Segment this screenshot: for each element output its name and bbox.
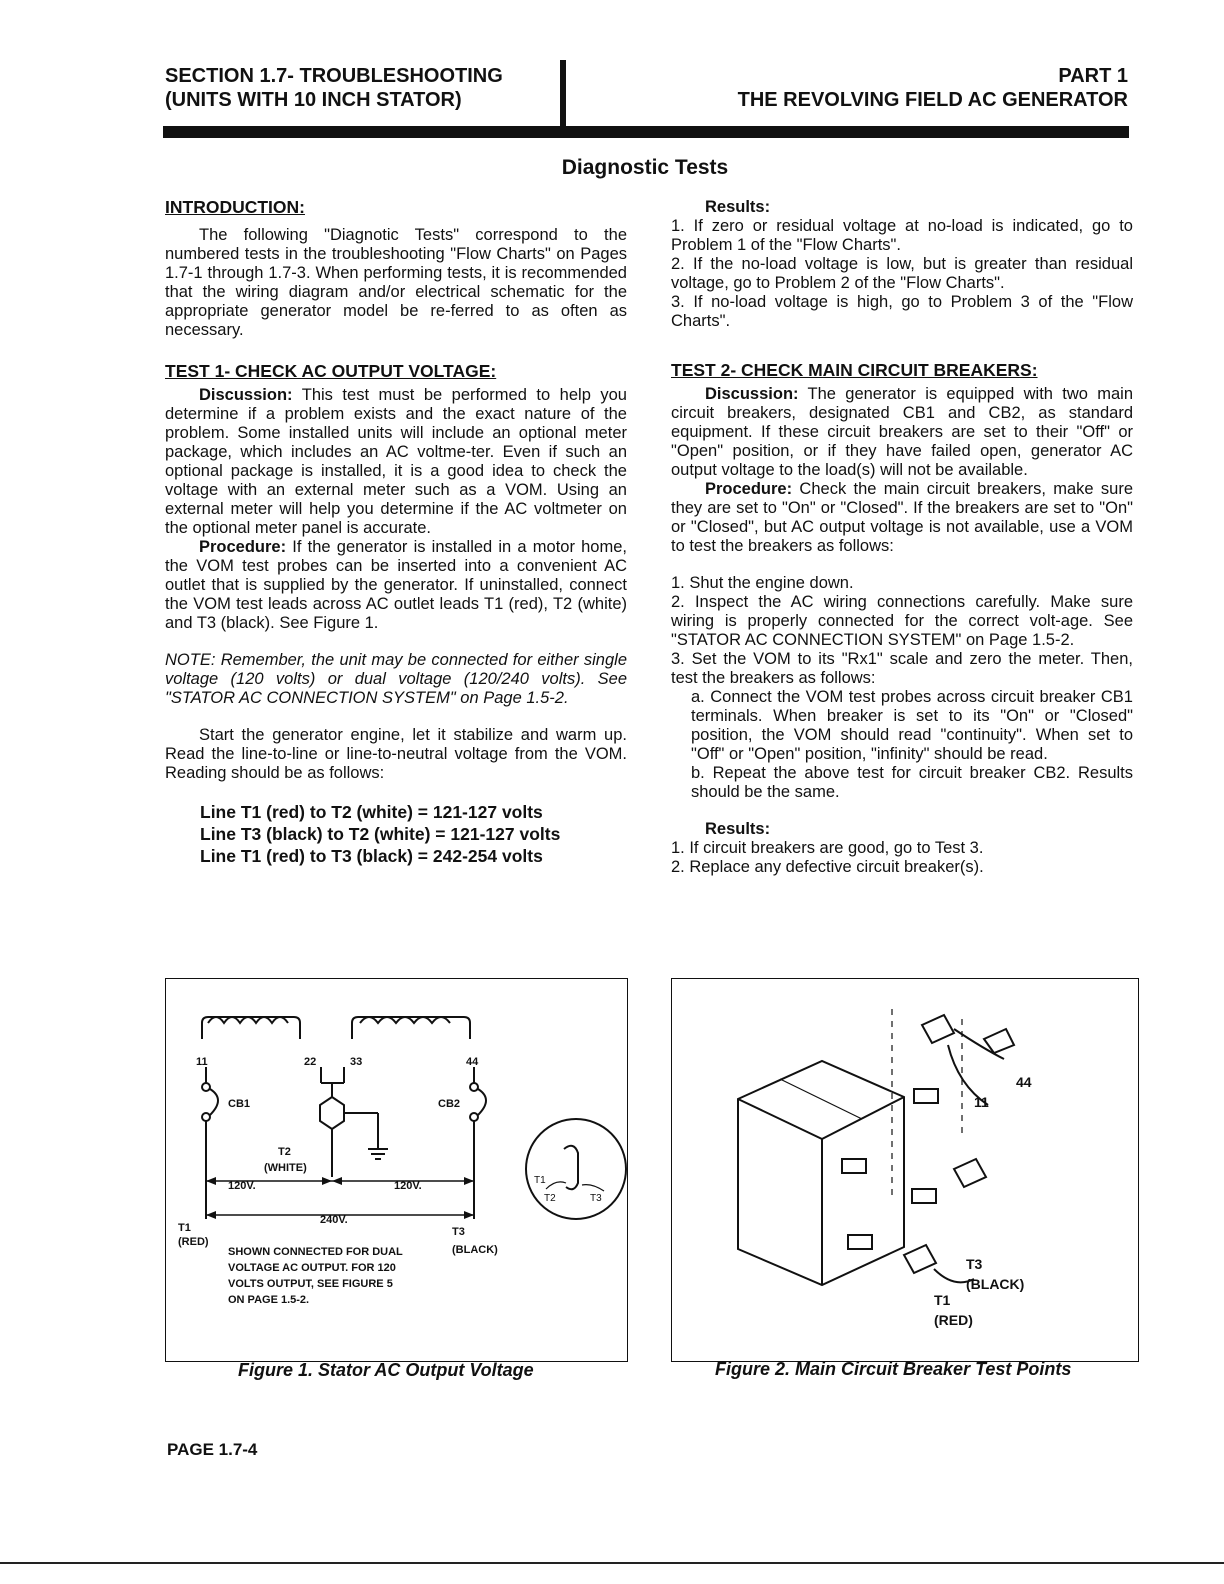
test1-procedure (165, 538, 627, 633)
test1-results-heading: Results: (705, 198, 771, 216)
figure-2-caption: Figure 2. Main Circuit Breaker Test Points (715, 1359, 1072, 1379)
stator-schematic (166, 979, 627, 1361)
terminal-22: 22 (304, 1056, 317, 1068)
cb1-label: CB1 (228, 1098, 251, 1110)
test2-result-1: 1. If circuit breakers are good, go to Test 3. (671, 839, 984, 857)
inset-t2-label: T2 (544, 1193, 556, 1204)
t1-label: T1 (178, 1222, 191, 1234)
t2-label: T2 (278, 1146, 291, 1158)
test2-step-3: 3. Set the VOM to its "Rx1" scale and zero the meter. Then, test the breakers as follows: (671, 650, 1133, 687)
page-title: Diagnostic Tests (561, 156, 729, 179)
test1-note: NOTE: Remember, the unit may be connected for either single voltage (120 volts) or dual voltage (120/240 volts). See "STATOR AC CONNECTION SYSTEM" on Page 1.5-2. (165, 651, 627, 707)
fig2-t1-color: (RED) (934, 1312, 973, 1328)
t3-color-label: (BLACK) (452, 1244, 498, 1256)
t2-color-label: (WHITE) (264, 1162, 307, 1174)
probe-44 (922, 1015, 954, 1043)
right-column (671, 198, 1133, 877)
figure-1 (165, 978, 628, 1362)
fig2-terminal-11: 11 (974, 1094, 989, 1110)
test1-discussion-text: This test must be performed to help you determine if a problem exists and the exact nature of the problem. Some installed units will include an optional meter package, which includes an AC voltme-ter. Even if such an optional package is installed, it is a good idea to check the voltage with an external meter such as a VOM. Using an external meter will help you determine if the AC voltmeter on the optional meter panel is accurate. (165, 386, 627, 537)
test1-discussion-label: Discussion: (199, 386, 293, 404)
test2-discussion-label: Discussion: (705, 385, 799, 403)
test2-heading: TEST 2- CHECK MAIN CIRCUIT BREAKERS: (671, 360, 1038, 380)
reading-line-1: Line T1 (red) to T2 (white) = 121-127 volts (200, 802, 543, 822)
test1-start: Start the generator engine, let it stabilize and warm up. Read the line-to-line or line-to-neutral voltage from the VOM. Reading should be as follows: (165, 726, 627, 782)
fig2-t3-color: (BLACK) (966, 1276, 1025, 1292)
header-rule (163, 126, 1129, 138)
test2-step-1: 1. Shut the engine down. (671, 574, 854, 592)
test2-discussion-text: The generator is equipped with two main circuit breakers, designated CB1 and CB2, as standard equipment. If these circuit breakers are set to their "Off" or "Open" position, or if they have failed open, generator AC output voltage to the load(s) will not be available. (671, 385, 1134, 479)
inset-t3-label: T3 (590, 1193, 602, 1204)
section-header (165, 64, 503, 112)
v120-right-label: 120V. (394, 1180, 422, 1192)
test2-substep-a: a. Connect the VOM test probes across circuit breaker CB1 terminals. When breaker is set to its "On" or "Closed" position, the VOM should read "continuity". When set to "Off" or "Open" position, "infinity" should be read. (691, 688, 1133, 763)
figure-1-caption: Figure 1. Stator AC Output Voltage (238, 1360, 534, 1380)
t3-label: T3 (452, 1226, 465, 1238)
test1-result-1: 1. If zero or residual voltage at no-load is indicated, go to Problem 1 of the "Flow Charts". (671, 217, 1133, 254)
fig2-terminal-44: 44 (1016, 1074, 1032, 1090)
test1-procedure-text: If the generator is installed in a motor home, the VOM test probes can be inserted into a convenient AC outlet that is supplied by the generator. If uninstalled, connect the VOM test leads across AC outlet leads T1 (red), T2 (white) and T3 (black). See Figure 1. (165, 538, 627, 632)
test2-procedure-label: Procedure: (705, 480, 793, 498)
figure1-note-line-2: VOLTAGE AC OUTPUT. FOR 120 (228, 1262, 396, 1274)
test2-result-2: 2. Replace any defective circuit breaker(s). (671, 858, 984, 876)
test1-procedure-label: Procedure: (199, 538, 287, 556)
footer-rule (0, 1562, 1224, 1564)
intro-heading: INTRODUCTION: (165, 197, 305, 217)
part-header (738, 64, 1128, 112)
intro-text: The following "Diagnotic Tests" correspond to the numbered tests in the troubleshooting "Flow Charts" on Pages 1.7-1 through 1.7-3. When performing tests, it is recommended that the wiring diagram and/or electrical schematic for the appropriate generator model be re-ferred to as often as necessary. (165, 226, 627, 339)
figure1-note-line-4: ON PAGE 1.5-2. (228, 1294, 310, 1306)
terminal-11: 11 (196, 1056, 208, 1068)
test1-result-2: 2. If the no-load voltage is low, but is greater than residual voltage, go to Problem 2 of the "Flow Charts". (671, 255, 1133, 292)
v240-label: 240V. (320, 1214, 348, 1226)
inset-detail (526, 1119, 626, 1219)
terminal-44: 44 (466, 1056, 479, 1068)
terminal-33: 33 (350, 1056, 363, 1068)
section-subtitle: (UNITS WITH 10 INCH STATOR) (165, 89, 462, 111)
test2-step-2: 2. Inspect the AC wiring connections carefully. Make sure wiring is properly connected for the correct volt-age. See "STATOR AC CONNECTION SYSTEM" on Page 1.5-2. (671, 593, 1133, 649)
test2-discussion (671, 385, 1133, 480)
part-title: THE REVOLVING FIELD AC GENERATOR (737, 89, 1128, 111)
header-divider (560, 60, 566, 126)
fig2-t1-label: T1 (934, 1292, 951, 1308)
page-number: PAGE 1.7-4 (167, 1440, 258, 1459)
t1-color-label: (RED) (178, 1236, 209, 1248)
test2-results-heading: Results: (705, 820, 771, 838)
fig2-t3-label: T3 (966, 1256, 983, 1272)
figure-2 (671, 978, 1139, 1362)
part-number: PART 1 (1058, 65, 1128, 87)
v120-left-label: 120V. (228, 1180, 256, 1192)
test1-heading: TEST 1- CHECK AC OUTPUT VOLTAGE: (165, 361, 497, 381)
test2-procedure (671, 480, 1133, 556)
reading-line-2: Line T3 (black) to T2 (white) = 121-127 volts (200, 824, 561, 844)
test1-result-3: 3. If no-load voltage is high, go to Problem 3 of the "Flow Charts". (671, 293, 1133, 330)
section-title: SECTION 1.7- TROUBLESHOOTING (165, 65, 503, 87)
breaker-drawing (672, 979, 1138, 1361)
figure1-note-line-3: VOLTS OUTPUT, SEE FIGURE 5 (228, 1278, 393, 1290)
test2-procedure-text: Check the main circuit breakers, make sure they are set to "On" or "Closed". If the breakers are set to "On" or "Closed", but AC output voltage is not available, use a VOM to test the breakers as follows: (671, 480, 1133, 555)
figure1-note-line-1: SHOWN CONNECTED FOR DUAL (228, 1246, 403, 1258)
left-column (165, 198, 627, 867)
test1-discussion (165, 386, 627, 538)
reading-line-3: Line T1 (red) to T3 (black) = 242-254 volts (200, 846, 543, 866)
test2-substep-b: b. Repeat the above test for circuit breaker CB2. Results should be the same. (691, 764, 1133, 801)
inset-t1-label: T1 (534, 1175, 546, 1186)
cb2-label: CB2 (438, 1098, 461, 1110)
